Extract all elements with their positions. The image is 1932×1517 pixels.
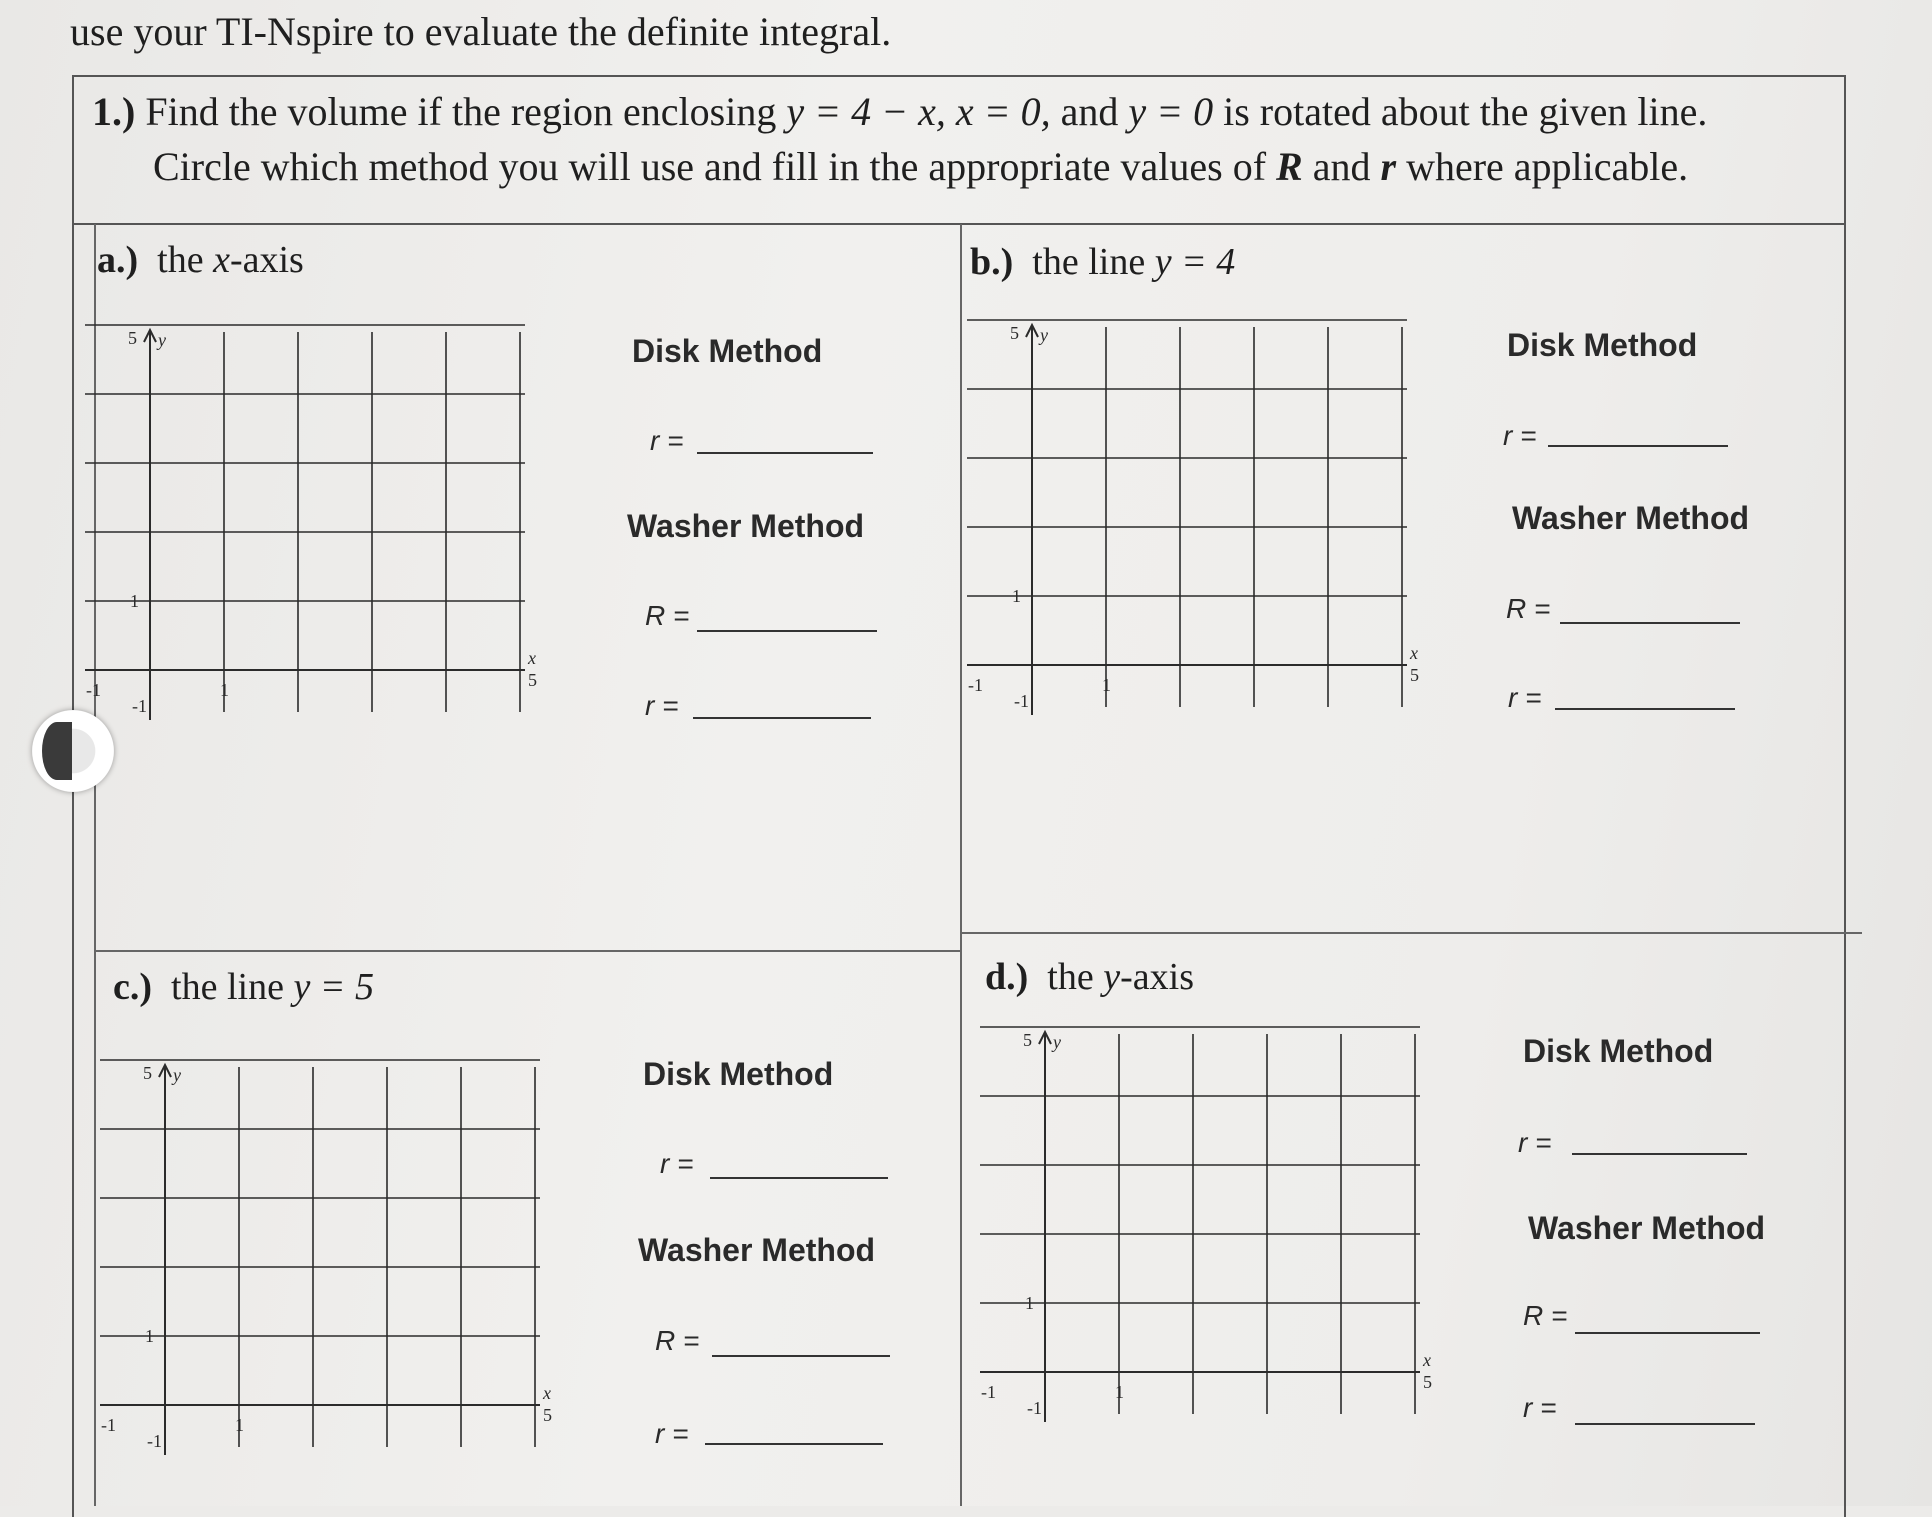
r-label-a: r = xyxy=(650,425,684,456)
equation-3: y = 0 xyxy=(1128,89,1214,134)
y-max-label: 5 xyxy=(128,328,137,348)
x-max-label: 5 xyxy=(543,1405,552,1425)
x-one-label: 1 xyxy=(235,1415,244,1435)
r-blank-b[interactable] xyxy=(1548,445,1728,447)
instruction-text: Circle which method you will use and fill in the appropriate values of xyxy=(153,144,1267,189)
question-number: 1.) xyxy=(92,89,136,134)
question-text: Find the volume if the region enclosing xyxy=(145,89,777,134)
y-neg-one-label: -1 xyxy=(132,696,147,716)
question-line-2 xyxy=(153,143,1688,190)
r2-blank-d[interactable] xyxy=(1575,1423,1755,1425)
r2-label-c: r = xyxy=(655,1418,689,1449)
y-one-label: 1 xyxy=(1025,1293,1034,1313)
intro-text: use your TI-Nspire to evaluate the definite integral. xyxy=(70,9,892,54)
y-var-label: y xyxy=(173,1065,181,1085)
washer-method-d[interactable]: Washer Method xyxy=(1528,1210,1766,1246)
washer-method-c[interactable]: Washer Method xyxy=(638,1232,876,1268)
y-one-label: 1 xyxy=(145,1326,154,1346)
and-word-2: and xyxy=(1312,144,1371,189)
r2-blank-a[interactable] xyxy=(693,717,871,719)
x-var-label: x xyxy=(1410,643,1418,663)
r-blank-d[interactable] xyxy=(1572,1153,1747,1155)
y-var-label: y xyxy=(158,330,166,350)
y-max-label: 5 xyxy=(143,1063,152,1083)
r-label-d: r = xyxy=(1518,1127,1552,1158)
x-neg-one-label: -1 xyxy=(981,1382,996,1402)
and-word: and xyxy=(1060,89,1119,134)
y-one-label: 1 xyxy=(1012,586,1021,606)
grid-c xyxy=(95,1055,555,1475)
x-var-label: x xyxy=(543,1383,551,1403)
big-r-blank-a[interactable] xyxy=(697,630,877,632)
y-neg-one-label: -1 xyxy=(1014,691,1029,711)
washer-method-a[interactable]: Washer Method xyxy=(627,508,865,544)
r2-blank-b[interactable] xyxy=(1555,708,1735,710)
x-neg-one-label: -1 xyxy=(101,1415,116,1435)
y-neg-one-label: -1 xyxy=(1027,1398,1042,1418)
big-r-symbol: R xyxy=(1276,144,1303,189)
equation-2: x = 0, xyxy=(955,89,1051,134)
part-c-title: c.) the line y = 5 xyxy=(113,966,374,1008)
header-divider xyxy=(74,223,1844,225)
big-r-blank-b[interactable] xyxy=(1560,622,1740,624)
big-r-label-b: R = xyxy=(1506,593,1551,624)
y-var-label: y xyxy=(1053,1032,1061,1052)
r-blank-c[interactable] xyxy=(710,1177,888,1179)
y-max-label: 5 xyxy=(1023,1030,1032,1050)
x-max-label: 5 xyxy=(1423,1372,1432,1392)
x-one-label: 1 xyxy=(220,680,229,700)
grid-b xyxy=(962,315,1422,735)
disk-method-d[interactable]: Disk Method xyxy=(1523,1033,1714,1069)
disk-method-a[interactable]: Disk Method xyxy=(632,333,823,369)
r2-blank-c[interactable] xyxy=(705,1443,883,1445)
big-r-label-d: R = xyxy=(1523,1300,1568,1331)
y-neg-one-label: -1 xyxy=(147,1431,162,1451)
equation-1: y = 4 − x, xyxy=(786,89,946,134)
x-max-label: 5 xyxy=(528,670,537,690)
cell-divider-right xyxy=(962,932,1862,934)
r-blank-a[interactable] xyxy=(697,452,873,454)
y-one-label: 1 xyxy=(130,591,139,611)
r2-label-d: r = xyxy=(1523,1392,1557,1423)
big-r-blank-d[interactable] xyxy=(1575,1332,1760,1334)
cell-divider-left xyxy=(96,950,962,952)
binder-ring-icon xyxy=(32,710,114,792)
x-var-label: x xyxy=(1423,1350,1431,1370)
grid-d xyxy=(975,1022,1435,1442)
x-neg-one-label: -1 xyxy=(86,680,101,700)
disk-method-c[interactable]: Disk Method xyxy=(643,1056,834,1092)
r2-label-b: r = xyxy=(1508,682,1542,713)
x-max-label: 5 xyxy=(1410,665,1419,685)
r2-label-a: r = xyxy=(645,690,679,721)
question-text-tail: is rotated about the given line. xyxy=(1223,89,1708,134)
big-r-label-c: R = xyxy=(655,1325,700,1356)
r-label-b: r = xyxy=(1503,420,1537,451)
big-r-blank-c[interactable] xyxy=(712,1355,890,1357)
disk-method-b[interactable]: Disk Method xyxy=(1507,327,1698,363)
washer-method-b[interactable]: Washer Method xyxy=(1512,500,1750,536)
question-line-1 xyxy=(92,88,1707,135)
x-one-label: 1 xyxy=(1115,1382,1124,1402)
r-label-c: r = xyxy=(660,1148,694,1179)
x-one-label: 1 xyxy=(1102,675,1111,695)
big-r-label-a: R = xyxy=(645,600,690,631)
part-b-title: b.) the line y = 4 xyxy=(970,241,1236,283)
part-a-title: a.) the x-axis xyxy=(97,239,304,281)
x-neg-one-label: -1 xyxy=(968,675,983,695)
y-var-label: y xyxy=(1040,325,1048,345)
small-r-symbol: r xyxy=(1380,144,1397,189)
part-d-title: d.) the y-axis xyxy=(985,956,1194,998)
y-max-label: 5 xyxy=(1010,323,1019,343)
x-var-label: x xyxy=(528,648,536,668)
grid-a xyxy=(80,320,540,740)
instruction-tail: where applicable. xyxy=(1406,144,1689,189)
